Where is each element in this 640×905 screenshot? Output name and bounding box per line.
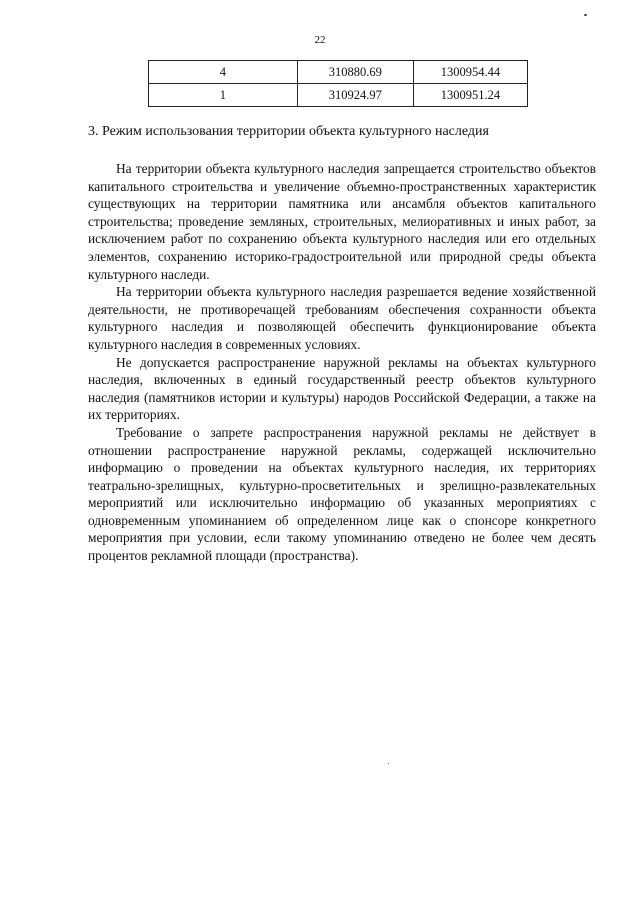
coordinates-table: [148, 60, 528, 107]
page-number: 22: [314, 34, 326, 46]
paragraph-advertising-ban: Не допускается распространение наружной рекламы на объектах культурного наследия, включенных в единый государственный реестр объектов культурного наследия (памятников истории и культуры) народов Российской Федерации, а также на их территориях.: [88, 354, 596, 423]
table-cell-point: 4: [149, 61, 298, 84]
table-cell-y: 1300954.44: [413, 61, 527, 84]
section-heading: 3. Режим использования территории объекта культурного наследия: [88, 124, 489, 139]
table-cell-x: 310924.97: [297, 84, 413, 107]
table-row: [149, 84, 528, 107]
paragraph-permission: На территории объекта культурного наследия разрешается ведение хозяйственной деятельности, не противоречащей требованиям обеспечения сохранности объекта культурного наследия и позволяющей обеспечить функционирование объекта культурного наследия в современных условиях.: [88, 284, 596, 352]
table-row: [149, 61, 528, 84]
scan-speck: [388, 763, 389, 764]
scan-speck: [584, 14, 587, 16]
paragraph-advertising-exception: Требование о запрете распространения наружной рекламы не действует в отношении распространение наружной рекламы, содержащей исключительно информацию о проведении на объектах культурного наследия, их территориях театрально-зрелищных, культурно-просветительных и зрелищно-развлекательных мероприятий или исключительно информацию об указанных мероприятиях с одновременным упоминанием об определенном лице как о спонсоре конкретного мероприятия при условии, если такому упоминанию отведено не более чем десять процентов рекламной площади (пространства).: [88, 424, 596, 564]
table-cell-y: 1300951.24: [413, 84, 527, 107]
paragraph-prohibition: На территории объекта культурного наследия запрещается строительство объектов капитального строительства и увеличение объемно-пространственных характеристик существующих на территории памятника или ансамбля объектов капитального строительства; проведение земляных, строительных, мелиоративных и иных работ, за исключением работ по сохранению объекта культурного наследия или его отдельных элементов, сохранению историко-градостроительной или природной среды объекта культурного наследи.: [88, 161, 596, 282]
table-cell-x: 310880.69: [297, 61, 413, 84]
table-cell-point: 1: [149, 84, 298, 107]
body-text: [88, 160, 596, 565]
